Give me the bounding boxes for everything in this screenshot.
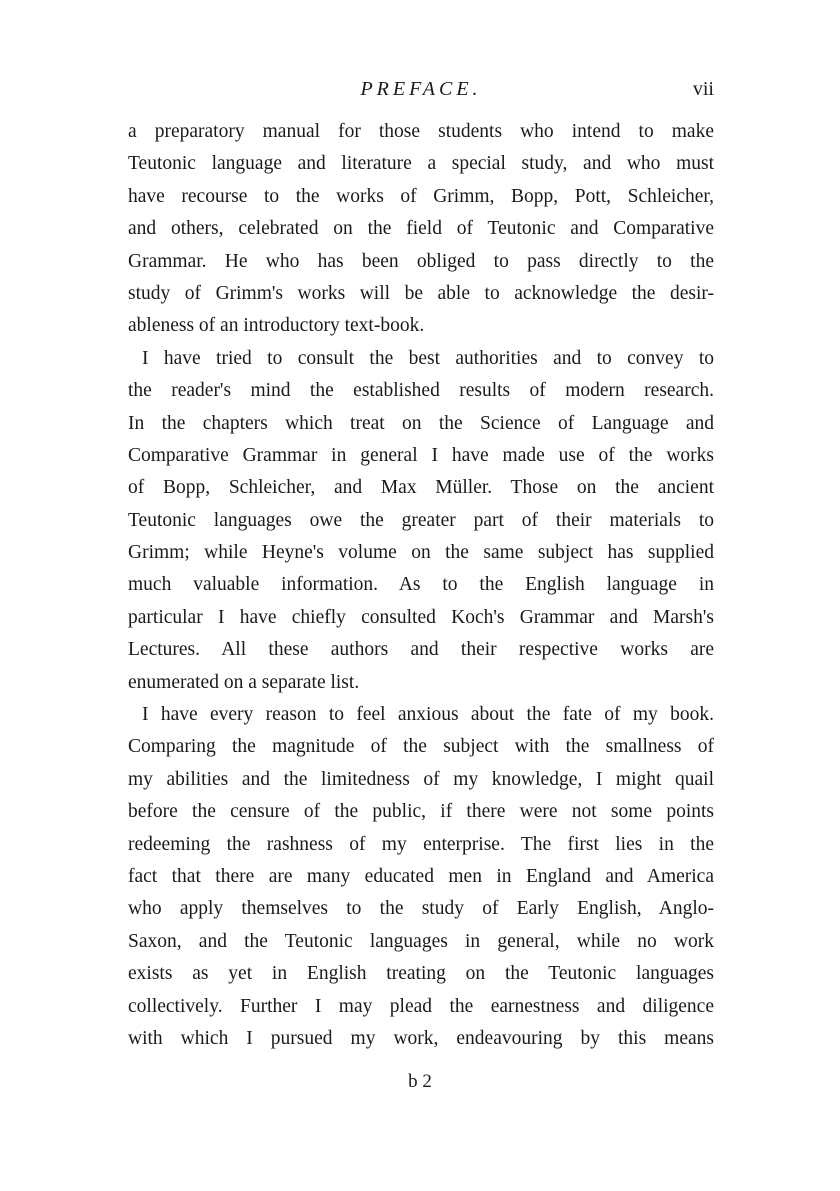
text-line: enumerated on a separate list. [128,671,360,693]
text-line: redeeming the rashness of my enterprise. The first lies in the [128,833,714,855]
text-line: study of Grimm's works will be able to acknowledge the desir- [128,282,714,304]
text-line: with which I pursued my work, endeavouring by this means [128,1027,714,1049]
text-line: Saxon, and the Teutonic languages in general, while no work [128,930,714,952]
text-line: Comparative Grammar in general I have made use of the works [128,444,714,466]
paragraph [128,699,714,1055]
preface-body [128,116,714,1055]
text-line: collectively. Further I may plead the earnestness and diligence [128,995,714,1017]
text-line: much valuable information. As to the English language in [128,574,714,596]
text-line: ableness of an introductory text-book. [128,315,425,337]
text-line: Grimm; while Heyne's volume on the same subject has supplied [128,542,714,564]
text-line: fact that there are many educated men in England and America [128,865,714,887]
page-title: PREFACE. [360,78,482,100]
text-line: Teutonic language and literature a special study, and who must [128,153,714,175]
text-line: who apply themselves to the study of Early English, Anglo- [128,898,714,920]
text-line: of Bopp, Schleicher, and Max Müller. Those on the ancient [128,477,714,499]
text-line: a preparatory manual for those students who intend to make [128,121,714,142]
text-line: Comparing the magnitude of the subject with the smallness of [128,736,714,758]
signature-mark: b 2 [408,1071,432,1092]
paragraph [128,343,714,699]
text-line: particular I have chiefly consulted Koch's Grammar and Marsh's [128,606,714,628]
text-line: and others, celebrated on the field of Teutonic and Comparative [128,218,714,240]
paragraph [128,116,714,343]
text-line: Lectures. All these authors and their respective works are [128,639,714,661]
text-line: have recourse to the works of Grimm, Bopp, Pott, Schleicher, [128,185,714,207]
text-line: my abilities and the limitedness of my knowledge, I might quail [128,768,714,790]
page-number: vii [692,78,714,100]
text-line: the reader's mind the established results of modern research. [128,380,714,402]
text-line: In the chapters which treat on the Science of Language and [128,412,714,434]
text-line: I have every reason to feel anxious about the fate of my book. [142,704,714,726]
text-line: before the censure of the public, if there were not some points [128,801,714,823]
text-line: exists as yet in English treating on the Teutonic languages [128,963,714,985]
text-line: Grammar. He who has been obliged to pass directly to the [128,250,714,272]
text-line: Teutonic languages owe the greater part of their materials to [128,509,714,531]
text-line: I have tried to consult the best authorities and to convey to [142,347,714,369]
running-head [128,74,714,104]
